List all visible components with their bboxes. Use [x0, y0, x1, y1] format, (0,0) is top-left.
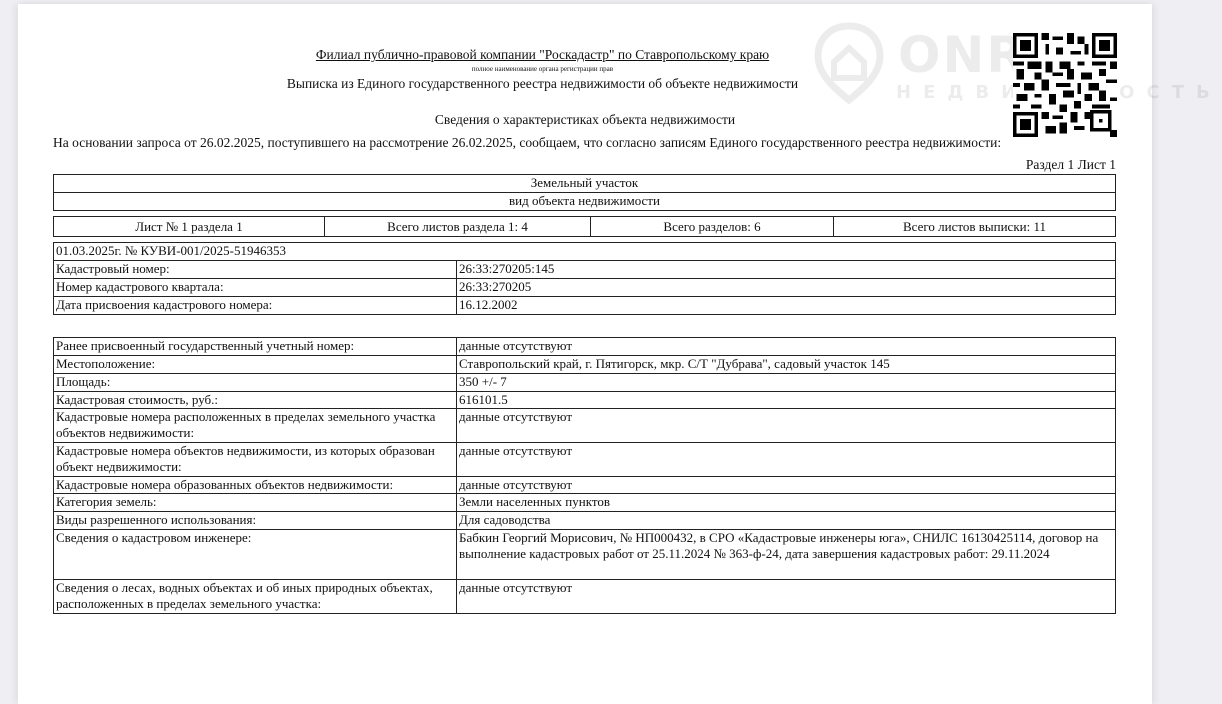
details-table: [53, 337, 1116, 614]
table-row: [54, 477, 1115, 494]
table-row: [54, 409, 1115, 443]
sections-total: Всего разделов: 6: [591, 217, 834, 236]
record-number: 01.03.2025г. № КУВИ-001/2025-51946353: [54, 243, 1115, 261]
table-row: [54, 512, 1115, 530]
object-type-caption: вид объекта недвижимости: [509, 193, 660, 208]
field-label: Дата присвоения кадастрового номера:: [54, 297, 457, 314]
cadastral-engineer: Бабкин Георгий Морисович, № НП000432, в СРО «Кадастровые инженеры юга», СНИЛС 16130425114, договор на выполнение кадастровых работ от 25.11.2024 № 363-ф-24, дата завершения кадастровых работ: 29.11.2024: [459, 530, 1099, 561]
field-label: Сведения о кадастровом инженере:: [54, 530, 457, 579]
section-sheet-label: Раздел 1 Лист 1: [1025, 157, 1116, 172]
table-row: [54, 494, 1115, 512]
field-label: Площадь:: [54, 374, 457, 391]
table-row: [54, 580, 1115, 613]
extract-sheets-total: Всего листов выписки: 11: [903, 219, 1046, 234]
table-row: [54, 297, 1115, 314]
field-label: Местоположение:: [54, 356, 457, 373]
section-title: Сведения о характеристиках объекта недвижимости: [434, 112, 736, 127]
table-row: [54, 530, 1115, 580]
field-value: данные отсутствуют: [459, 443, 573, 458]
cadastral-quarter: 26:33:270205: [459, 279, 532, 294]
sheet-number: Лист № 1 раздела 1: [54, 217, 325, 236]
table-row: [54, 356, 1115, 374]
organization-caption: полное наименование органа регистрации прав: [471, 65, 614, 73]
section-sheets-total: Всего листов раздела 1: 4: [325, 217, 591, 236]
cadastral-number: 26:33:270205:145: [459, 261, 555, 276]
document-title: Выписка из Единого государственного реестра недвижимости об объекте недвижимости: [286, 76, 799, 91]
field-label: Сведения о лесах, водных объектах и об иных природных объектах, расположенных в пределах земельного участка:: [54, 580, 457, 613]
location-value: Ставропольский край, г. Пятигорск, мкр. С/Т "Дубрава", садовый участок 145: [459, 356, 890, 371]
field-label: Кадастровый номер:: [54, 261, 457, 278]
record-table: [53, 242, 1116, 315]
land-category: Земли населенных пунктов: [459, 494, 610, 509]
object-type: Земельный участок: [54, 175, 1115, 193]
field-value: данные отсутствуют: [459, 338, 573, 353]
object-type-table: [53, 174, 1116, 211]
sheet-info-table: [53, 216, 1116, 237]
table-row: [54, 392, 1115, 409]
field-label: Виды разрешенного использования:: [54, 512, 457, 529]
field-label: Кадастровые номера образованных объектов недвижимости:: [54, 477, 457, 493]
area-value: 350 +/- 7: [459, 374, 507, 389]
table-row: [54, 338, 1115, 356]
table-row: [54, 374, 1115, 392]
intro-text: На основании запроса от 26.02.2025, поступившего на рассмотрение 26.02.2025, сообщаем, что согласно записям Единого государственного реестра недвижимости:: [53, 135, 1002, 150]
table-row: [54, 443, 1115, 477]
field-value: данные отсутствуют: [459, 477, 573, 492]
field-label: Номер кадастрового квартала:: [54, 279, 457, 296]
assignment-date: 16.12.2002: [459, 297, 518, 312]
field-label: Категория земель:: [54, 494, 457, 511]
permitted-use: Для садоводства: [459, 512, 551, 527]
table-row: [54, 261, 1115, 279]
field-label: Кадастровые номера объектов недвижимости, из которых образован объект недвижимости:: [54, 443, 457, 476]
field-label: Кадастровая стоимость, руб.:: [54, 392, 457, 408]
cadastral-value: 616101.5: [459, 392, 508, 407]
field-value: данные отсутствуют: [459, 580, 573, 595]
field-label: Ранее присвоенный государственный учетный номер:: [54, 338, 457, 355]
organization-name: Филиал публично-правовой компании "Роскадастр" по Ставропольскому краю: [315, 47, 770, 62]
table-row: [54, 279, 1115, 297]
field-label: Кадастровые номера расположенных в пределах земельного участка объектов недвижимости:: [54, 409, 457, 442]
field-value: данные отсутствуют: [459, 409, 573, 424]
